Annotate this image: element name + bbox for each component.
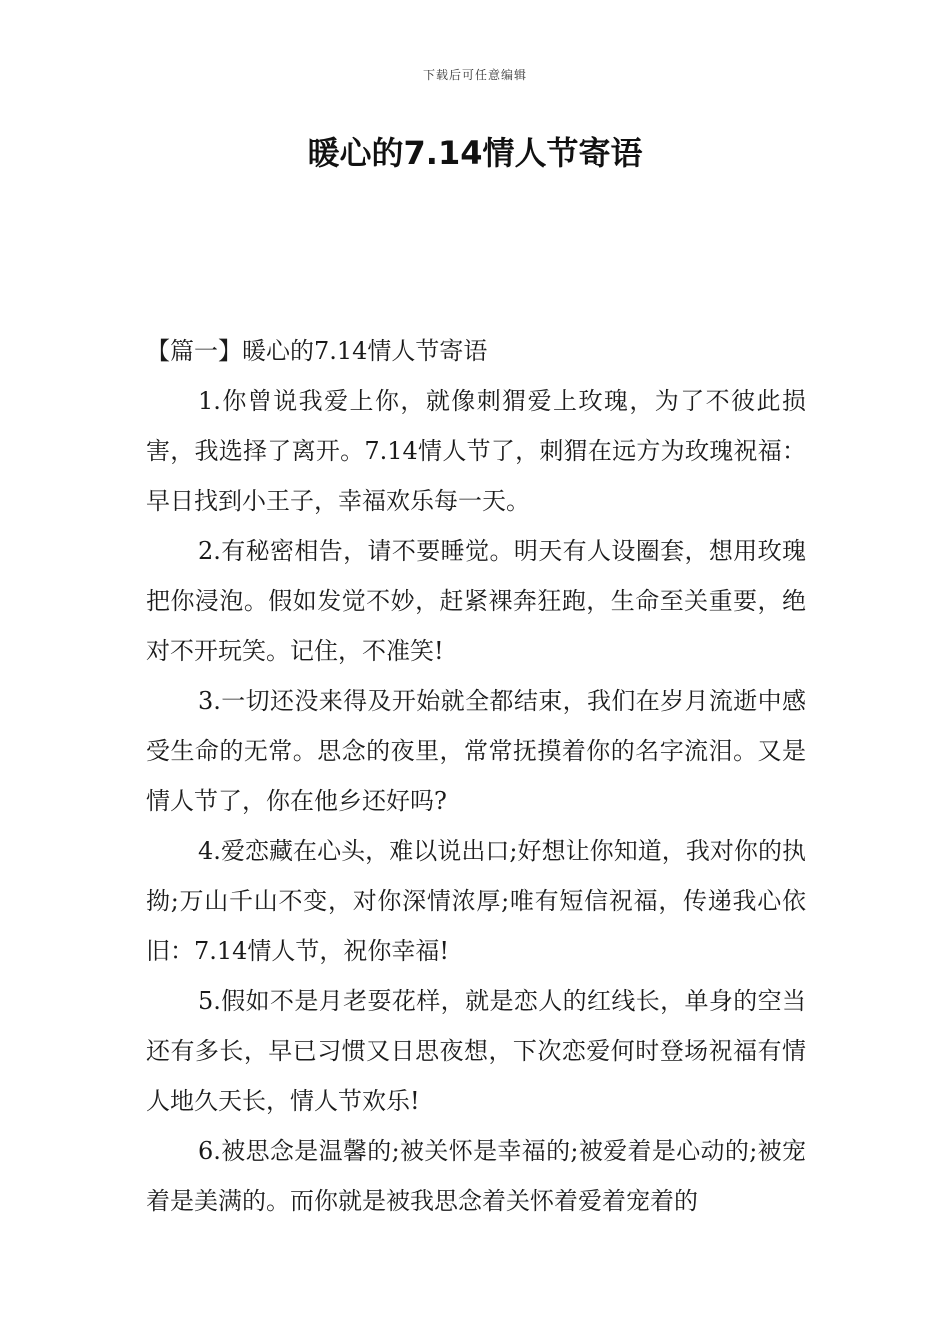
list-item: 6.被思念是温馨的;被关怀是幸福的;被爱着是心动的;被宠着是美满的。而你就是被我思念着关怀着爱着宠着的 [146, 1137, 806, 1215]
list-item: 4.爱恋藏在心头，难以说出口;好想让你知道，我对你的执拗;万山千山不变，对你深情浓厚;唯有短信祝福，传递我心依旧：7.14情人节，祝你幸福! [146, 837, 806, 965]
header-note: 下载后可任意编辑 [422, 68, 527, 82]
list-item: 5.假如不是月老耍花样，就是恋人的红线长，单身的空当还有多长，早已习惯又日思夜想，下次恋爱何时登场祝福有情人地久天长，情人节欢乐! [146, 987, 806, 1115]
list-item: 1.你曾说我爱上你，就像刺猬爱上玫瑰，为了不彼此损害，我选择了离开。7.14情人节了，刺猬在远方为玫瑰祝福：早日找到小王子，幸福欢乐每一天。 [146, 387, 806, 515]
section-heading: 【篇一】暖心的7.14情人节寄语 [146, 337, 488, 365]
list-item: 3.一切还没来得及开始就全都结束，我们在岁月流逝中感受生命的无常。思念的夜里，常常抚摸着你的名字流泪。又是情人节了，你在他乡还好吗? [146, 687, 806, 815]
list-item: 2.有秘密相告，请不要睡觉。明天有人设圈套，想用玫瑰把你浸泡。假如发觉不妙，赶紧裸奔狂跑，生命至关重要，绝对不开玩笑。记住，不准笑! [146, 537, 806, 665]
document-body [146, 326, 806, 1226]
document-title: 暖心的7.14情人节寄语 [307, 134, 643, 172]
